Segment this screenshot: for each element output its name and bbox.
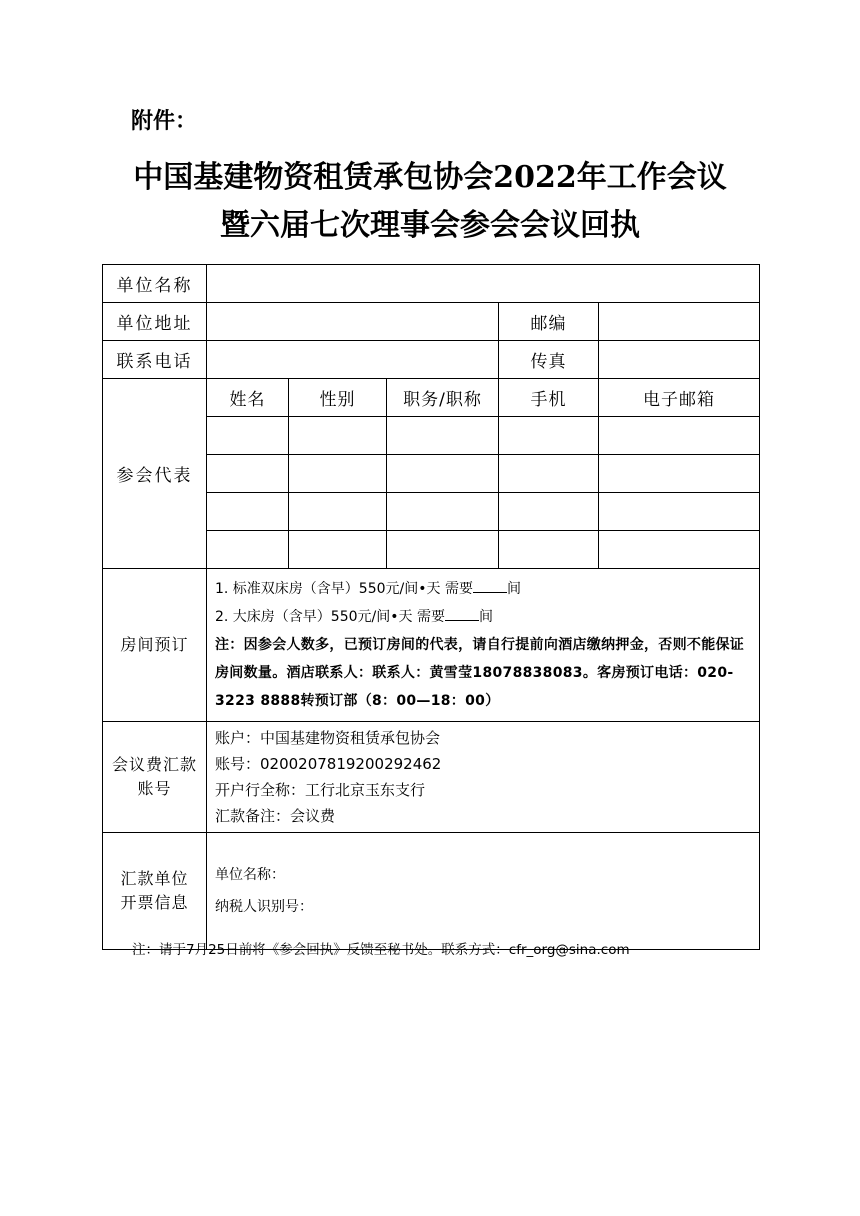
- row-invoice-info: [103, 833, 760, 950]
- attendee-title-cell[interactable]: [387, 417, 499, 455]
- unit-name-label: 单位名称: [103, 265, 207, 303]
- attendee-mobile-cell[interactable]: [499, 531, 599, 569]
- attendee-name-cell[interactable]: [207, 531, 289, 569]
- fee-account-label-line1: 会议费汇款: [111, 755, 197, 774]
- attachment-label: 附件：: [131, 109, 198, 134]
- attendee-email-cell[interactable]: [599, 455, 760, 493]
- room-booking-note: 注：因参会人数多，已预订房间的代表，请自行提前向酒店缴纳押金，否则不能保证房间数量。酒店联系人：联系人：黄雪莹18078838083。客房预订电话：020-3223 8888转预订部（8：00—18：00）: [215, 637, 745, 709]
- attendee-title-cell[interactable]: [387, 455, 499, 493]
- fee-account-label: [103, 722, 207, 833]
- row-unit-name: [103, 265, 760, 303]
- fee-account-label-line2: 账号: [137, 779, 172, 798]
- attendee-name-cell[interactable]: [207, 493, 289, 531]
- attendee-gender-cell[interactable]: [289, 531, 387, 569]
- row-phone: [103, 341, 760, 379]
- fee-account-info: [207, 722, 760, 833]
- row-fee-account: [103, 722, 760, 833]
- invoice-info-label: [103, 833, 207, 950]
- header-email: 电子邮箱: [599, 379, 760, 417]
- attendee-name-cell[interactable]: [207, 455, 289, 493]
- row-attendee-headers: [103, 379, 760, 417]
- room-option-king-text: 2. 大床房（含早）550元/间•天 需要: [215, 609, 445, 625]
- account-name: 账户：中国基建物资租赁承包协会: [215, 729, 441, 747]
- attendee-name-cell[interactable]: [207, 417, 289, 455]
- room-option-king: [215, 603, 751, 631]
- attendee-gender-cell[interactable]: [289, 417, 387, 455]
- fax-label: 传真: [499, 341, 599, 379]
- account-number: 账号：0200207819200292462: [215, 755, 442, 773]
- room-option-standard: [215, 575, 751, 603]
- attendee-gender-cell[interactable]: [289, 455, 387, 493]
- header-title: 职务/职称: [387, 379, 499, 417]
- attendee-mobile-cell[interactable]: [499, 455, 599, 493]
- unit-address-field[interactable]: [207, 303, 499, 341]
- invoice-info-cell[interactable]: [207, 833, 760, 950]
- attendee-gender-cell[interactable]: [289, 493, 387, 531]
- fax-field[interactable]: [599, 341, 760, 379]
- phone-label: 联系电话: [103, 341, 207, 379]
- postcode-label: 邮编: [499, 303, 599, 341]
- room-option-standard-unit: 间: [506, 581, 521, 597]
- invoice-tax-id: 纳税人识别号：: [215, 899, 313, 915]
- attendee-mobile-cell[interactable]: [499, 493, 599, 531]
- remit-note: 汇款备注：会议费: [215, 807, 336, 825]
- footer-note: 注：请于7月25日前将《参会回执》反馈至秘书处。联系方式：cfr_org@sina.com: [132, 942, 630, 958]
- postcode-field[interactable]: [599, 303, 760, 341]
- bank-name: 开户行全称：工行北京玉东支行: [215, 781, 426, 799]
- room-count-blank-standard[interactable]: [473, 578, 507, 593]
- invoice-info-label-line1: 汇款单位: [120, 869, 189, 888]
- attendee-email-cell[interactable]: [599, 493, 760, 531]
- attendee-title-cell[interactable]: [387, 493, 499, 531]
- invoice-unit-name: 单位名称：: [215, 867, 285, 883]
- attendee-title-cell[interactable]: [387, 531, 499, 569]
- row-room-booking: [103, 569, 760, 722]
- room-option-king-unit: 间: [478, 609, 493, 625]
- unit-name-field[interactable]: [207, 265, 760, 303]
- room-booking-cell: [207, 569, 760, 722]
- form-title-line2: 暨六届七次理事会参会会议回执: [220, 208, 640, 243]
- header-mobile: 手机: [499, 379, 599, 417]
- unit-address-label: 单位地址: [103, 303, 207, 341]
- attendee-email-cell[interactable]: [599, 531, 760, 569]
- attendees-label: 参会代表: [103, 379, 207, 569]
- room-booking-label: 房间预订: [103, 569, 207, 722]
- form-title-line1: 中国基建物资租赁承包协会2022年工作会议: [133, 160, 727, 195]
- room-count-blank-king[interactable]: [445, 606, 479, 621]
- attendee-mobile-cell[interactable]: [499, 417, 599, 455]
- phone-field[interactable]: [207, 341, 499, 379]
- header-name: 姓名: [207, 379, 289, 417]
- invoice-info-label-line2: 开票信息: [120, 893, 189, 912]
- row-unit-address: [103, 303, 760, 341]
- header-gender: 性别: [289, 379, 387, 417]
- room-option-standard-text: 1. 标准双床房（含早）550元/间•天 需要: [215, 581, 473, 597]
- receipt-form-table: [102, 264, 760, 950]
- attendee-email-cell[interactable]: [599, 417, 760, 455]
